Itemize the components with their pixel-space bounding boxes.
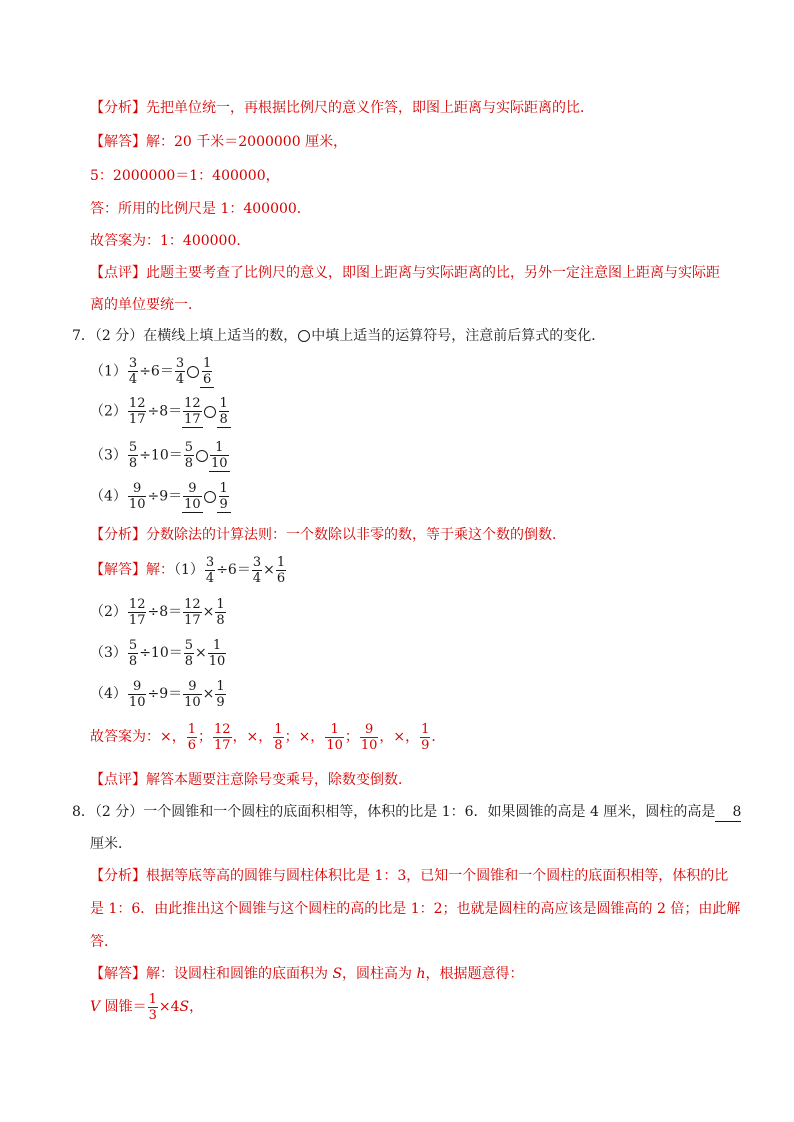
div-expr: ÷6＝ bbox=[139, 363, 174, 380]
q7-comment bbox=[90, 771, 412, 789]
question-number: 7． bbox=[72, 328, 95, 344]
prev-comment bbox=[90, 264, 720, 282]
frac-den: 9 bbox=[421, 737, 430, 753]
frac-num: 1 bbox=[421, 721, 430, 737]
frac-den: 8 bbox=[184, 653, 194, 669]
frac-num: 1 bbox=[148, 991, 157, 1007]
frac-num: 12 bbox=[128, 396, 146, 411]
blank-line bbox=[200, 355, 214, 388]
frac-num: 1 bbox=[325, 722, 344, 738]
q7-final-answer bbox=[90, 721, 445, 753]
frac-num: 9 bbox=[128, 679, 147, 695]
analysis-text: 根据等底等高的圆锥与圆柱体积比是 1：3，已知一个圆锥和一个圆柱的底面积相等，体积的比 bbox=[146, 868, 729, 884]
question-stem: 在横线上填上适当的数， bbox=[143, 328, 298, 344]
item-label: （2） bbox=[90, 403, 127, 420]
item-label: （3） bbox=[90, 645, 127, 661]
frac-den: 8 bbox=[274, 737, 283, 753]
q7-solution-1 bbox=[90, 554, 287, 586]
frac-num: 5 bbox=[184, 637, 194, 653]
frac-den: 10 bbox=[128, 497, 146, 512]
solution-text: 解：20 千米＝2000000 厘米， bbox=[146, 134, 348, 150]
q7-item-3 bbox=[90, 439, 230, 472]
frac-num: 1 bbox=[208, 638, 227, 654]
comment-tag: 【点评】 bbox=[90, 265, 146, 281]
frac-den: 10 bbox=[326, 737, 343, 753]
frac-den: 8 bbox=[184, 456, 194, 471]
frac-den: 17 bbox=[128, 612, 146, 628]
frac-den: 17 bbox=[184, 612, 201, 628]
var-s: S bbox=[179, 999, 190, 1015]
frac-num: 9 bbox=[183, 679, 202, 695]
prev-final-answer: 故答案为：1：400000． bbox=[90, 233, 251, 249]
question-score: （2 分） bbox=[94, 328, 144, 344]
q8-analysis-line2: 是 1：6．由此推出这个圆锥与这个圆柱的高的比是 1：2；也就是圆柱的高应该是圆锥高的 2 倍；由此解 bbox=[90, 901, 741, 917]
div-expr: ÷9＝ bbox=[147, 488, 183, 505]
item-label: （1） bbox=[174, 562, 204, 578]
frac-num: 5 bbox=[128, 637, 138, 653]
frac-num: 12 bbox=[184, 596, 201, 612]
v-end: ， bbox=[189, 999, 204, 1015]
frac-den: 17 bbox=[128, 412, 146, 427]
q7-solution-3 bbox=[90, 637, 227, 669]
frac-den: 10 bbox=[208, 653, 226, 669]
question-stem-2: 中填上适当的运算符号，注意前后算式的变化． bbox=[311, 328, 606, 344]
div-expr: ÷8＝ bbox=[147, 403, 183, 420]
frac-den: 8 bbox=[128, 653, 138, 669]
question-number: 8． bbox=[72, 804, 95, 820]
frac-num: 12 bbox=[184, 395, 201, 411]
frac-num: 1 bbox=[219, 480, 228, 496]
prev-solution-line2: 5：2000000＝1：400000， bbox=[90, 168, 280, 184]
v-label: 圆锥＝ bbox=[100, 999, 147, 1015]
frac-den: 10 bbox=[211, 455, 228, 471]
q7-solution-2 bbox=[90, 596, 227, 628]
frac-num: 3 bbox=[175, 356, 185, 371]
final-sep: ； bbox=[344, 729, 359, 745]
frac-den: 6 bbox=[187, 737, 197, 753]
div-expr: ÷10＝ bbox=[139, 447, 183, 464]
frac-den: 10 bbox=[184, 694, 201, 710]
frac-num: 9 bbox=[360, 722, 379, 738]
blank-line bbox=[182, 480, 203, 513]
frac-den: 10 bbox=[128, 694, 146, 710]
q7-item-1 bbox=[90, 355, 214, 388]
operator-circle bbox=[204, 491, 216, 503]
prev-solution-line3: 答：所用的比例尺是 1：400000． bbox=[90, 201, 311, 217]
blank-line bbox=[217, 480, 231, 513]
frac-den: 8 bbox=[219, 411, 228, 427]
analysis-text: 分数除法的计算法则：一个数除以非零的数，等于乘这个数的倒数． bbox=[146, 527, 566, 543]
frac-num: 1 bbox=[202, 355, 212, 371]
comment-text: 解答本题要注意除号变乘号，除数变倒数． bbox=[146, 772, 412, 788]
answer-blank: 8 bbox=[715, 803, 741, 822]
frac-den: 8 bbox=[216, 612, 225, 628]
final-sym: ×， bbox=[160, 729, 186, 745]
item-label: （4） bbox=[90, 686, 127, 702]
v-rest: ×4 bbox=[158, 999, 180, 1015]
frac-den: 4 bbox=[205, 570, 215, 586]
final-sym: ，×， bbox=[379, 729, 420, 745]
frac-num: 12 bbox=[214, 721, 231, 737]
q8-analysis bbox=[90, 867, 728, 885]
solution-tag: 【解答】 bbox=[90, 966, 146, 982]
frac-den: 10 bbox=[184, 496, 201, 512]
frac-num: 12 bbox=[128, 596, 146, 612]
item-label: （1） bbox=[90, 363, 127, 380]
q7-item-4 bbox=[90, 480, 231, 513]
final-sep: ； bbox=[198, 729, 213, 745]
analysis-tag: 【分析】 bbox=[90, 527, 146, 543]
frac-num: 1 bbox=[276, 554, 286, 570]
comment-tag: 【点评】 bbox=[90, 772, 146, 788]
var-h: h bbox=[416, 966, 426, 982]
prev-solution bbox=[90, 133, 347, 151]
var-v: V bbox=[90, 999, 101, 1015]
q8-volume-formula bbox=[90, 991, 203, 1023]
analysis-text: 先把单位统一，再根据比例尺的意义作答，即图上距离与实际距离的比． bbox=[146, 100, 594, 116]
operator-circle bbox=[204, 406, 216, 418]
analysis-tag: 【分析】 bbox=[90, 868, 146, 884]
frac-num: 1 bbox=[216, 678, 225, 694]
q8-solution bbox=[90, 965, 524, 983]
frac-num: 3 bbox=[128, 356, 138, 371]
frac-den: 6 bbox=[276, 570, 286, 586]
frac-num: 1 bbox=[274, 721, 283, 737]
frac-num: 1 bbox=[219, 395, 228, 411]
times-sign: × bbox=[263, 562, 275, 578]
frac-den: 3 bbox=[148, 1007, 157, 1023]
q7-item-2 bbox=[90, 395, 231, 428]
frac-den: 8 bbox=[128, 456, 138, 471]
frac-den: 4 bbox=[128, 372, 138, 387]
question-score: （2 分） bbox=[94, 804, 144, 820]
comment-text: 此题主要考查了比例尺的意义，即图上距离与实际距离的比，另外一定注意图上距离与实际距 bbox=[146, 265, 720, 281]
frac-den: 4 bbox=[252, 570, 262, 586]
solution-tag: 【解答】 bbox=[90, 134, 146, 150]
final-sym: ×， bbox=[298, 729, 325, 745]
blank-line bbox=[209, 439, 230, 472]
operator-circle bbox=[196, 450, 208, 462]
q8-stem-end: 厘米． bbox=[90, 836, 132, 852]
div-expr: ÷6＝ bbox=[216, 562, 251, 578]
q8-analysis-line3: 答． bbox=[90, 934, 118, 950]
frac-num: 1 bbox=[187, 721, 197, 737]
blank-line bbox=[182, 395, 203, 428]
final-prefix: 故答案为： bbox=[90, 729, 160, 745]
solution-prefix: 解： bbox=[146, 562, 174, 578]
div-expr: ÷8＝ bbox=[147, 604, 183, 620]
div-expr: ÷9＝ bbox=[147, 686, 183, 702]
q7-analysis bbox=[90, 526, 566, 544]
frac-den: 10 bbox=[360, 737, 378, 753]
solution-tag: 【解答】 bbox=[90, 562, 146, 578]
frac-num: 5 bbox=[128, 440, 138, 455]
times-sign: × bbox=[202, 686, 215, 702]
circle-blank-icon bbox=[298, 330, 310, 342]
frac-num: 3 bbox=[252, 554, 262, 570]
frac-num: 3 bbox=[205, 554, 215, 570]
frac-num: 1 bbox=[216, 596, 225, 612]
frac-den: 17 bbox=[214, 737, 231, 753]
solution-text: ，圆柱高为 bbox=[342, 966, 417, 982]
item-label: （4） bbox=[90, 488, 127, 505]
times-sign: × bbox=[195, 645, 207, 661]
frac-den: 4 bbox=[175, 372, 185, 387]
item-label: （3） bbox=[90, 447, 127, 464]
solution-text: ，根据题意得： bbox=[425, 966, 524, 982]
div-expr: ÷10＝ bbox=[139, 645, 183, 661]
prev-comment-line2: 离的单位要统一． bbox=[90, 297, 202, 313]
frac-num: 9 bbox=[128, 481, 147, 497]
frac-den: 9 bbox=[216, 694, 225, 710]
item-label: （2） bbox=[90, 604, 127, 620]
blank-line bbox=[217, 395, 231, 428]
times-sign: × bbox=[202, 604, 215, 620]
frac-num: 1 bbox=[210, 440, 229, 456]
final-sep: ； bbox=[284, 729, 299, 745]
q8-stem bbox=[72, 803, 741, 822]
question-stem: 一个圆锥和一个圆柱的底面积相等，体积的比是 1：6．如果圆锥的高是 4 厘米，圆柱的高是 bbox=[143, 804, 716, 820]
var-s: S bbox=[332, 966, 343, 982]
frac-num: 9 bbox=[183, 481, 202, 497]
frac-den: 17 bbox=[184, 411, 201, 427]
final-sym: ，×， bbox=[232, 729, 273, 745]
q7-stem bbox=[72, 327, 605, 345]
frac-num: 5 bbox=[184, 440, 194, 455]
operator-circle bbox=[187, 366, 199, 378]
solution-text: 解：设圆柱和圆锥的底面积为 bbox=[146, 966, 333, 982]
q7-solution-4 bbox=[90, 678, 227, 710]
prev-analysis bbox=[90, 99, 594, 117]
frac-den: 9 bbox=[219, 496, 228, 512]
frac-den: 6 bbox=[202, 371, 212, 387]
analysis-tag: 【分析】 bbox=[90, 100, 146, 116]
final-end: ． bbox=[431, 729, 446, 745]
